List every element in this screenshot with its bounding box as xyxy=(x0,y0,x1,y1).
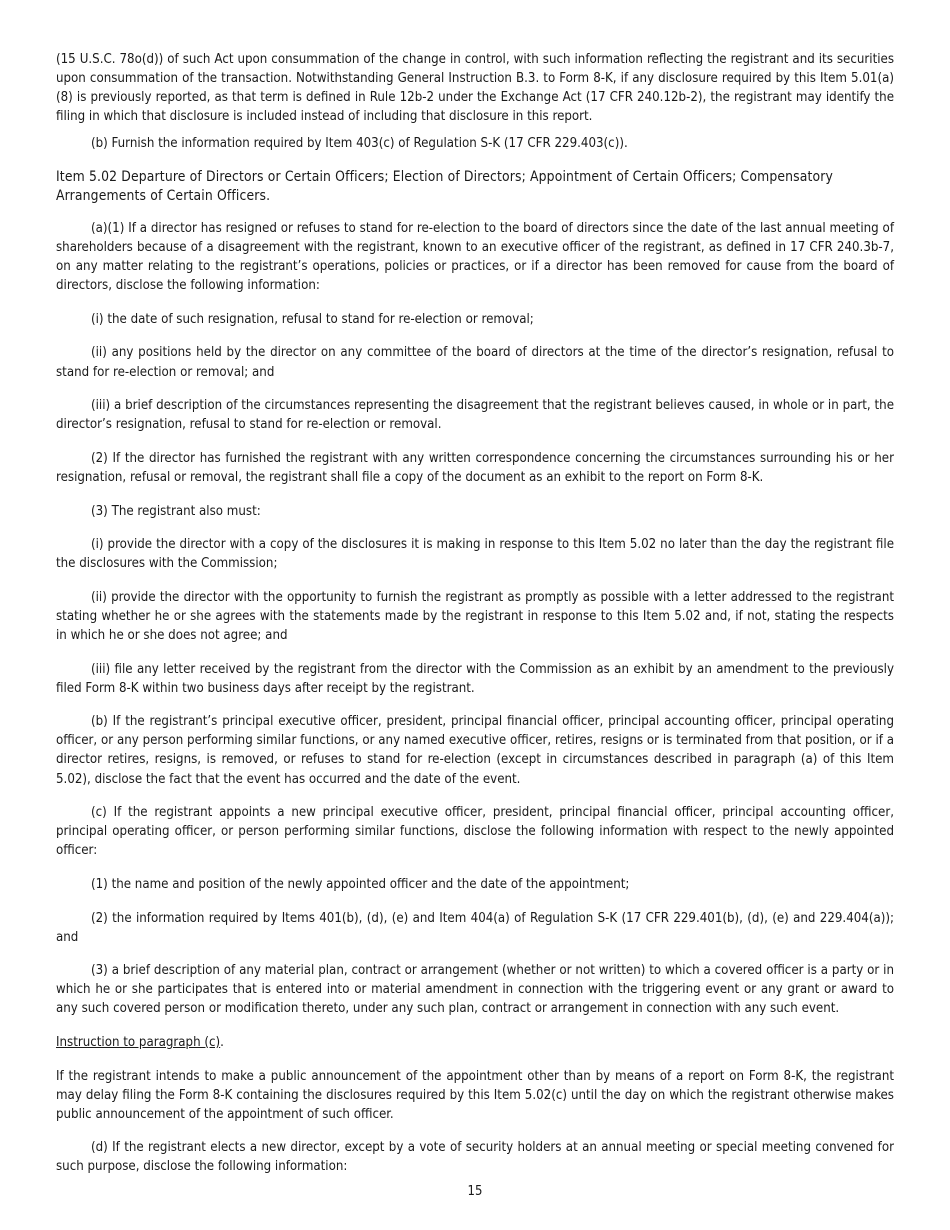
paragraph-5-01-b: (b) Furnish the information required by Item 403(c) of Regulation S-K (17 CFR 229.403(c)). xyxy=(91,136,628,152)
paragraph-a-1: (a)(1) If a director has resigned or refuses to stand for re-election to the board of directors since the date of the last annual meeting of shareholders because of a disagreement with the registrant, known to an executive officer of the registrant, as defined in 17 CFR 240.3b-7, on any matter relating to the registrant’s operations, policies or practices, or if a director has been removed for cause from the board of directors, disclose the following information: xyxy=(56,220,894,294)
paragraph-a-3-ii: (ii) provide the director with the opportunity to furnish the registrant as promptly as possible with a letter addressed to the registrant stating whether he or she agrees with the statements made by the registrant in response to this Item 5.02 and, if not, stating the respects in which he or she does not agree; and xyxy=(56,589,894,643)
paragraph-a-1-ii: (ii) any positions held by the director on any committee of the board of directors at the time of the director’s resignation, refusal to stand for re-election or removal; and xyxy=(56,345,894,380)
paragraph-c-2: (2) the information required by Items 401(b), (d), (e) and Item 404(a) of Regulation S-K (17 CFR 229.401(b), (d), (e) and 229.404(a)); and xyxy=(56,910,894,945)
paragraph-a-3-i: (i) provide the director with a copy of the disclosures it is making in response to this Item 5.02 no later than the day the registrant file the disclosures with the Commission; xyxy=(56,537,894,572)
paragraph-a-3-iii: (iii) file any letter received by the registrant from the director with the Commission as an exhibit by an amendment to the previously filed Form 8-K within two business days after receipt by the registrant. xyxy=(56,661,894,696)
paragraph-a-1-i: (i) the date of such resignation, refusal to stand for re-election or removal; xyxy=(91,311,534,327)
paragraph-c-3: (3) a brief description of any material plan, contract or arrangement (whether or not written) to which a covered officer is a party or in which he or she participates that is entered into or material amendment in connection with the triggering event or any grant or award to any such covered person or modification thereto, under any such plan, contract or arrangement in connection with any such event. xyxy=(56,963,894,1017)
instruction-text: If the registrant intends to make a public announcement of the appointment other than by means of a report on Form 8-K, the registrant may delay filing the Form 8-K containing the disclosures required by this Item 5.02(c) until the day on which the registrant otherwise makes public announcement of the appointment of such officer. xyxy=(56,1068,894,1122)
paragraph-c-1: (1) the name and position of the newly appointed officer and the date of the appointment; xyxy=(91,876,630,892)
paragraph-a-1-iii: (iii) a brief description of the circumstances representing the disagreement that the registrant believes caused, in whole or in part, the director’s resignation, refusal to stand for re-election or removal. xyxy=(56,398,894,433)
paragraph-continuation: (15 U.S.C. 78o(d)) of such Act upon consummation of the change in control, with such information reflecting the registrant and its securities upon consummation of the transaction. Notwithstanding General Instruction B.3. to Form 8-K, if any disclosure required by this Item 5.01(a)(8) is previously reported, as that term is defined in Rule 12b-2 under the Exchange Act (17 CFR 240.12b-2), the registrant may identify the filing in which that disclosure is included instead of including that disclosure in this report. xyxy=(56,52,894,125)
paragraph-d: (d) If the registrant elects a new director, except by a vote of security holders at an annual meeting or special meeting convened for such purpose, disclose the following information: xyxy=(56,1140,894,1175)
paragraph-b: (b) If the registrant’s principal executive officer, president, principal financial officer, principal accounting officer, principal operating officer, or any person performing similar functions, or any named executive officer, retires, resigns or is terminated from that position, or if a director retires, resigns, is removed, or refuses to stand for re-election (except in circumstances described in paragraph (a) of this Item 5.02), disclose the fact that the event has occurred and the date of the event. xyxy=(56,714,894,787)
item-5-02-heading: Item 5.02 Departure of Directors or Certain Officers; Election of Directors; Appointment of Certain Officers; Compensatory Arrangements of Certain Officers. xyxy=(56,168,834,205)
instruction-link[interactable]: Instruction to paragraph (c) xyxy=(56,1034,221,1050)
paragraph-a-3: (3) The registrant also must: xyxy=(91,503,261,519)
document-page xyxy=(56,50,894,1191)
page-number: 15 xyxy=(467,1184,483,1199)
instruction-heading xyxy=(56,1033,894,1052)
paragraph-a-2: (2) If the director has furnished the registrant with any written correspondence concerning the circumstances surrounding his or her resignation, refusal or removal, the registrant shall file a copy of the document as an exhibit to the report on Form 8-K. xyxy=(56,450,894,485)
paragraph-c: (c) If the registrant appoints a new principal executive officer, president, principal financial officer, principal accounting officer, principal operating officer, or person performing similar functions, disclose the following information with respect to the newly appointed officer: xyxy=(56,805,894,859)
instruction-period: . xyxy=(220,1034,224,1050)
